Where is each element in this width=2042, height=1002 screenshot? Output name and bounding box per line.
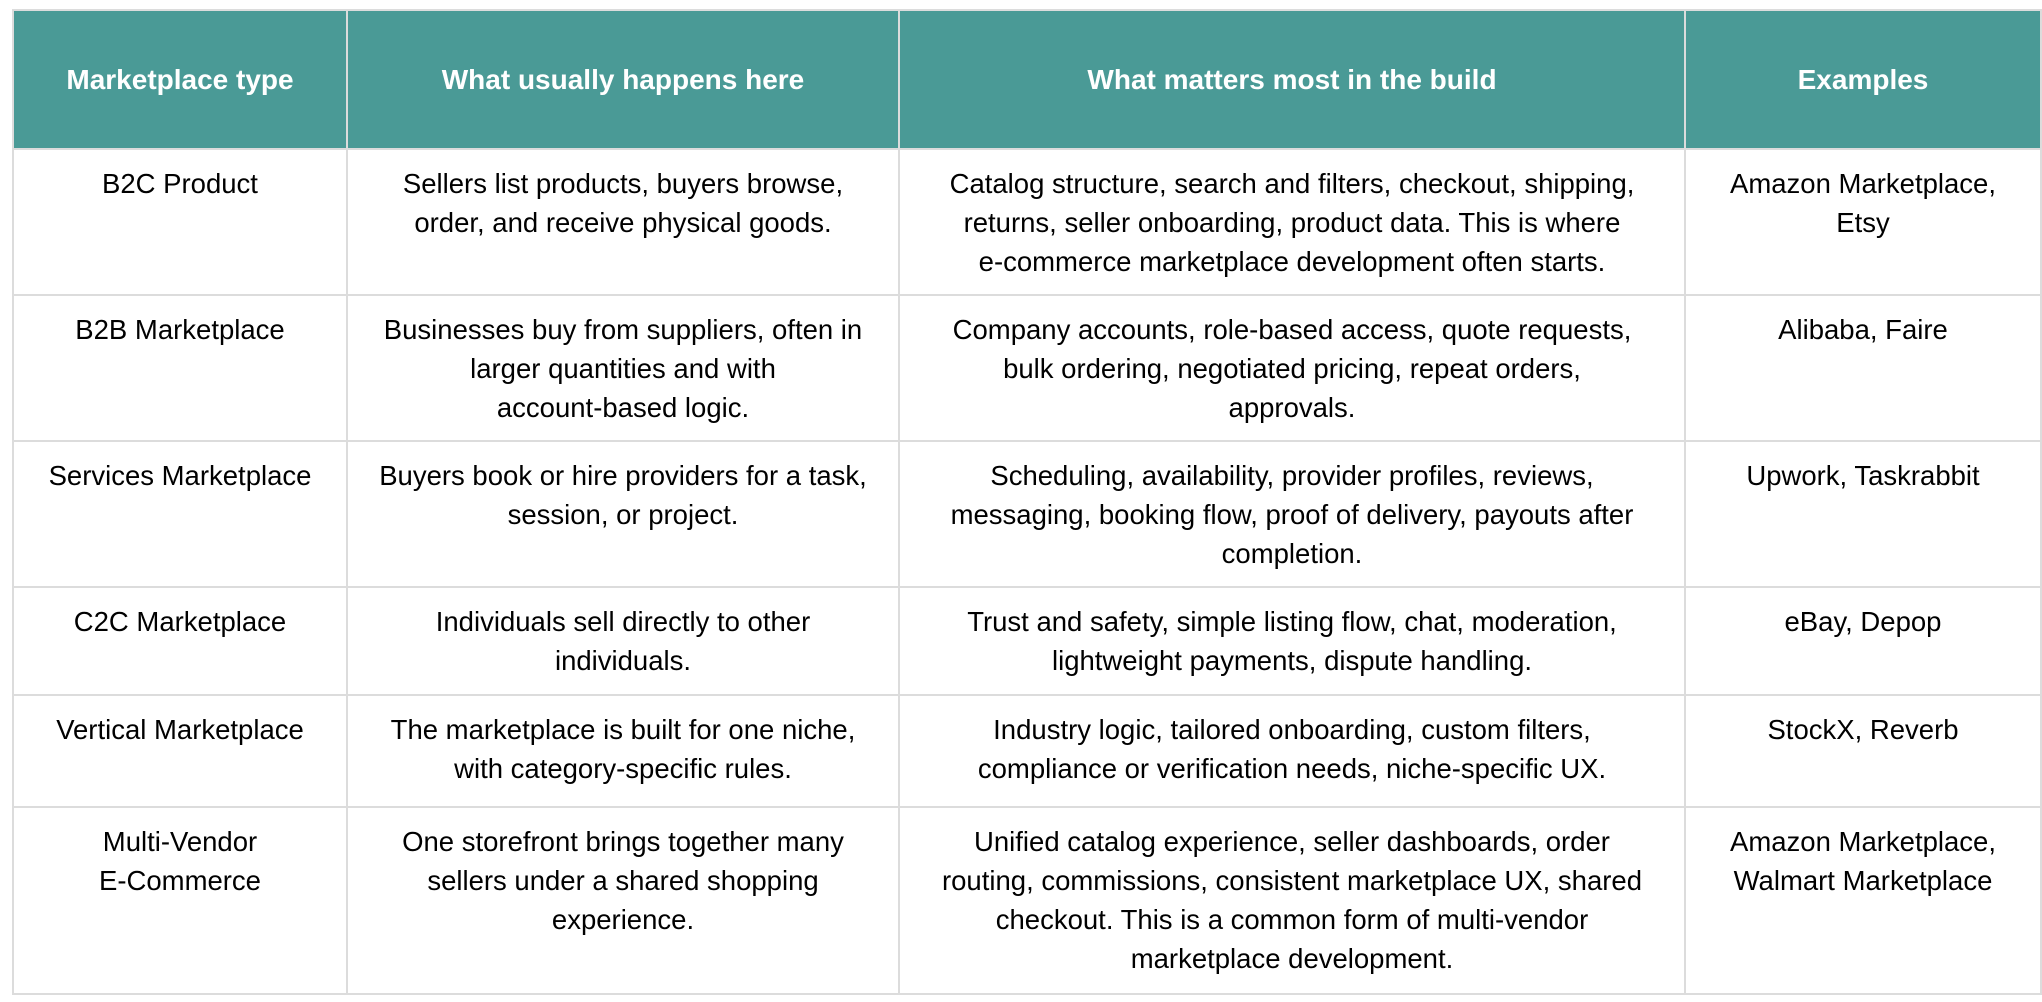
header-what-happens: What usually happens here [347,10,899,149]
table-row [13,441,2041,587]
cell-what-matters: Trust and safety, simple listing flow, chat, moderation, lightweight payments, dispute handling. [899,587,1685,695]
cell-examples: Upwork, Taskrabbit [1685,441,2041,587]
cell-what-happens: Sellers list products, buyers browse, order, and receive physical goods. [347,149,899,295]
marketplace-types-table-container [12,9,2040,995]
cell-what-matters: Industry logic, tailored onboarding, custom filters, compliance or verification needs, niche-specific UX. [899,695,1685,807]
cell-marketplace-type: Vertical Marketplace [13,695,347,807]
header-what-matters: What matters most in the build [899,10,1685,149]
cell-examples: Amazon Marketplace, Walmart Marketplace [1685,807,2041,994]
cell-examples: eBay, Depop [1685,587,2041,695]
cell-examples: Amazon Marketplace, Etsy [1685,149,2041,295]
table-row [13,295,2041,441]
table-row [13,695,2041,807]
cell-what-happens: The marketplace is built for one niche, with category-specific rules. [347,695,899,807]
cell-marketplace-type: C2C Marketplace [13,587,347,695]
table-row [13,149,2041,295]
table-row [13,807,2041,994]
marketplace-types-table [12,9,2042,995]
cell-what-happens: Individuals sell directly to other individuals. [347,587,899,695]
header-row [13,10,2041,149]
cell-marketplace-type: B2C Product [13,149,347,295]
cell-what-happens: Buyers book or hire providers for a task, session, or project. [347,441,899,587]
header-marketplace-type: Marketplace type [13,10,347,149]
cell-examples: StockX, Reverb [1685,695,2041,807]
cell-what-happens: Businesses buy from suppliers, often in larger quantities and with account-based logic. [347,295,899,441]
cell-what-matters: Company accounts, role-based access, quote requests, bulk ordering, negotiated pricing, repeat orders, approvals. [899,295,1685,441]
cell-examples: Alibaba, Faire [1685,295,2041,441]
header-examples: Examples [1685,10,2041,149]
cell-what-matters: Scheduling, availability, provider profiles, reviews, messaging, booking flow, proof of delivery, payouts after completion. [899,441,1685,587]
cell-what-happens: One storefront brings together many sellers under a shared shopping experience. [347,807,899,994]
cell-what-matters: Unified catalog experience, seller dashboards, order routing, commissions, consistent marketplace UX, shared checkout. This is a common form of multi-vendor marketplace development. [899,807,1685,994]
table-row [13,587,2041,695]
cell-marketplace-type: Services Marketplace [13,441,347,587]
cell-what-matters: Catalog structure, search and filters, checkout, shipping, returns, seller onboarding, product data. This is where e-commerce marketplace development often starts. [899,149,1685,295]
cell-marketplace-type: B2B Marketplace [13,295,347,441]
cell-marketplace-type: Multi-Vendor E-Commerce [13,807,347,994]
